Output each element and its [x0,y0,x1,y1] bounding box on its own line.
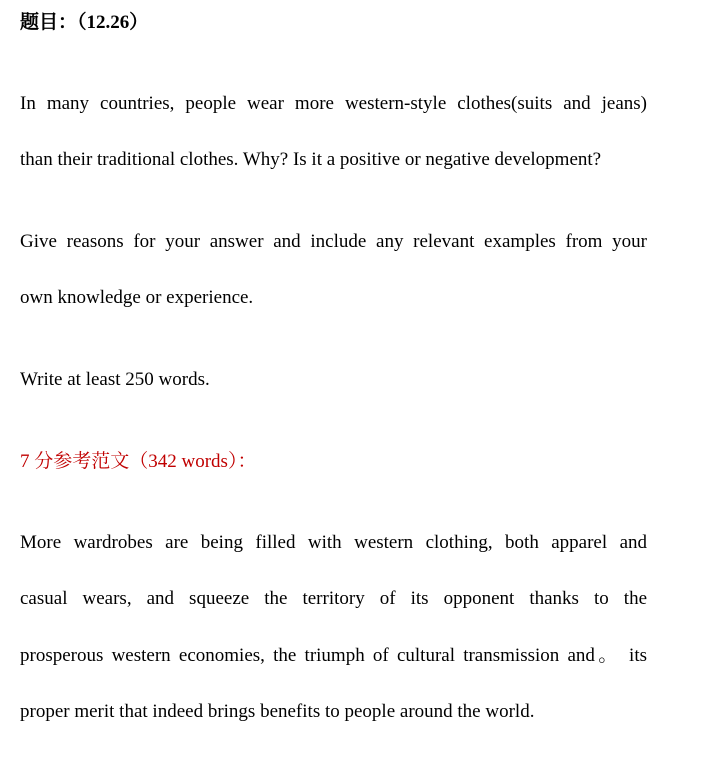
prompt-line-2: than their traditional clothes. Why? Is it a positive or negative development? [20,149,602,170]
essay-line-4: proper merit that indeed brings benefits to people around the world. [20,701,535,722]
instruction-line-2: own knowledge or experience. [20,287,254,308]
word-count-requirement: Write at least 250 words. [20,369,210,390]
question-date: （12.26） [77,12,149,33]
sample-essay-heading: 7 分参考范文（342 words）： [20,451,257,472]
prompt-line-1: In many countries, people wear more western-style clothes(suits and jeans) [20,93,647,114]
essay-line-2: casual wears, and squeeze the territory of its opponent thanks to the [20,588,647,609]
question-title [20,10,148,35]
essay-line-3: prosperous western economies, the triumph of cultural transmission and。 its [20,645,647,666]
essay-line-1: More wardrobes are being filled with western clothing, both apparel and [20,532,647,553]
instruction-line-1: Give reasons for your answer and include any relevant examples from your [20,231,647,252]
question-title-label: 题目： [20,11,78,33]
